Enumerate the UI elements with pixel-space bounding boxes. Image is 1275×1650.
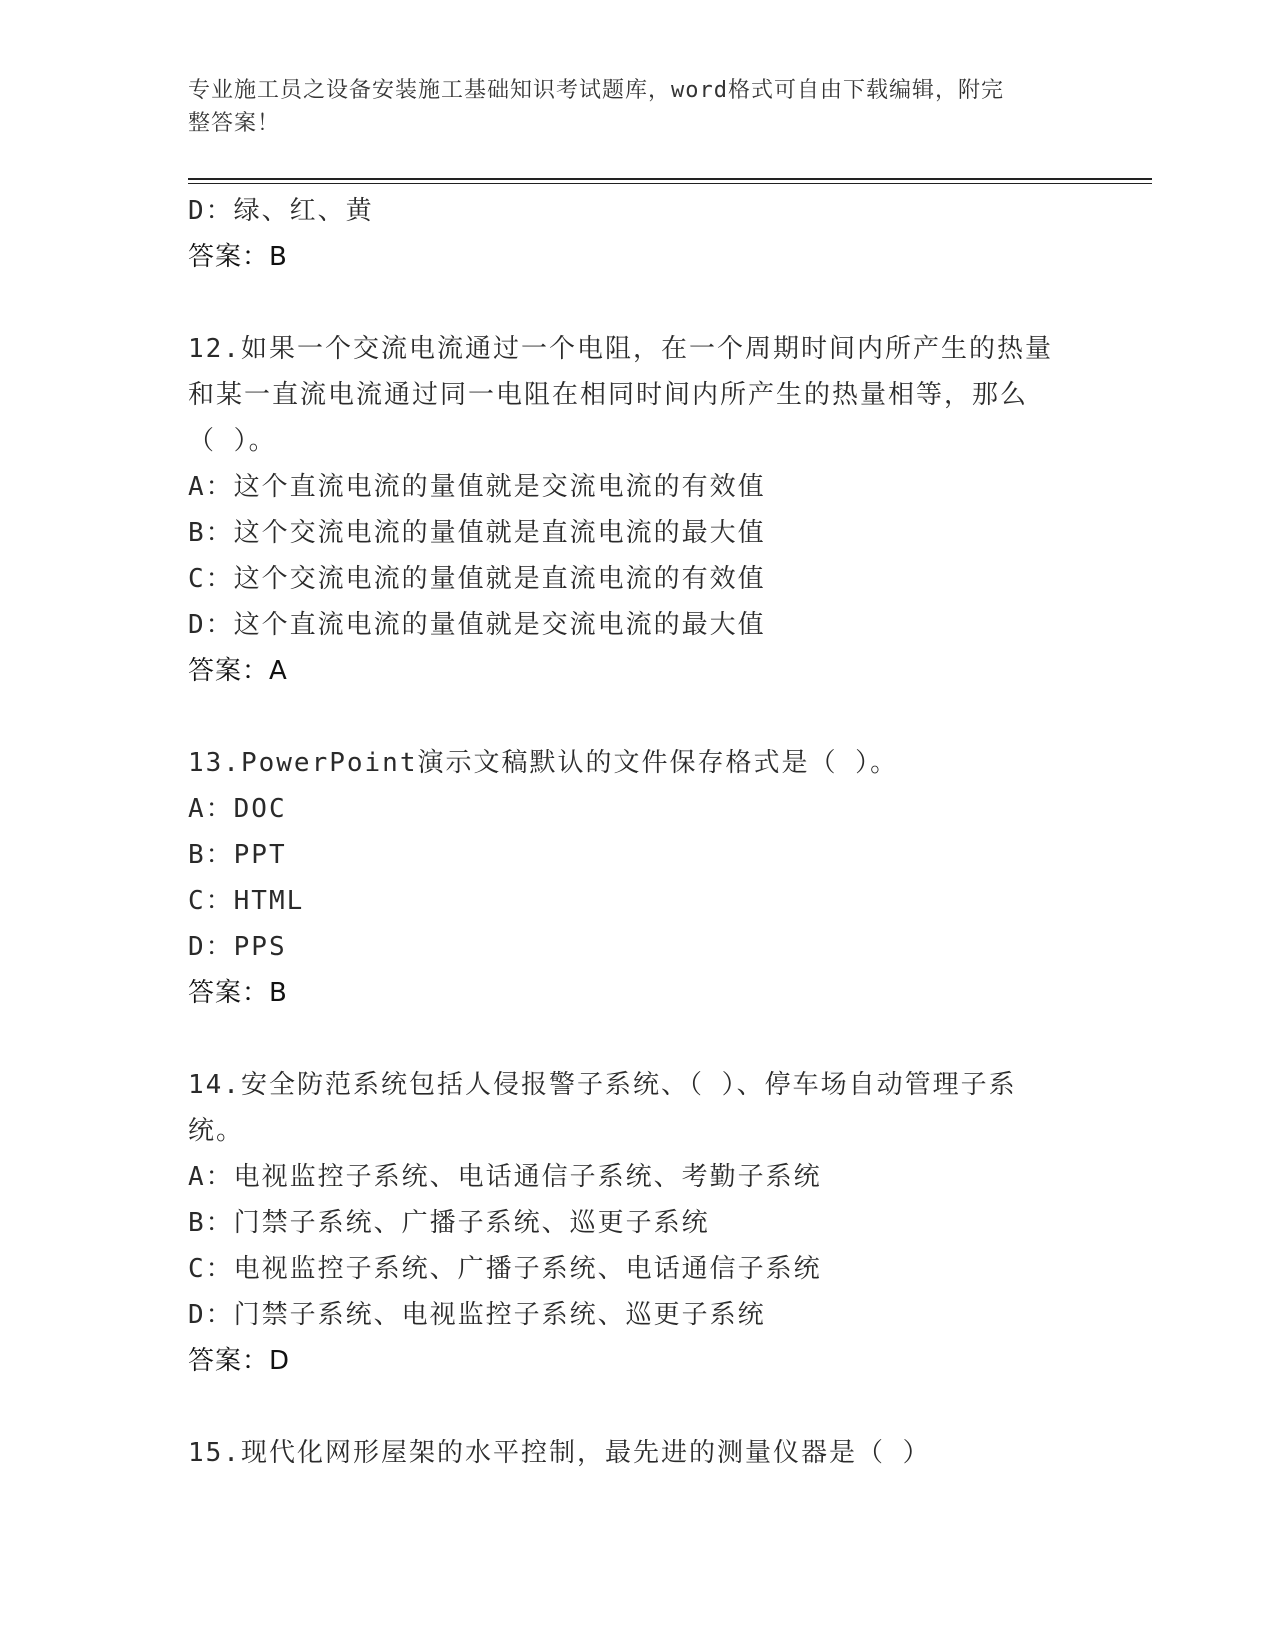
prev-option-d: D：绿、红、黄 (188, 196, 374, 226)
spacer (188, 280, 1088, 326)
spacer (188, 694, 1088, 740)
question-14-option-a: A：电视监控子系统、电话通信子系统、考勤子系统 (188, 1162, 822, 1192)
prev-answer: 答案：B (188, 242, 288, 272)
question-14-option-d: D：门禁子系统、电视监控子系统、巡更子系统 (188, 1300, 766, 1330)
header-line-1: 专业施工员之设备安装施工基础知识考试题库，word格式可自由下载编辑，附完 (188, 78, 1004, 103)
question-15 (188, 1430, 1088, 1476)
question-12-answer: 答案：A (188, 656, 288, 686)
question-12 (188, 326, 1088, 694)
header-line-2: 整答案！ (188, 111, 281, 136)
document-body (188, 188, 1088, 1476)
question-12-option-a: A：这个直流电流的量值就是交流电流的有效值 (188, 472, 766, 502)
header-divider-thick (188, 178, 1152, 180)
question-14-stem-line-2: 统。 (188, 1116, 245, 1146)
spacer (188, 1016, 1088, 1062)
question-13 (188, 740, 1088, 1016)
question-12-option-d: D：这个直流电流的量值就是交流电流的最大值 (188, 610, 766, 640)
question-15-stem-line-1: 15.现代化网形屋架的水平控制，最先进的测量仪器是（ ） (188, 1438, 931, 1468)
question-13-stem-line-1: 13.PowerPoint演示文稿默认的文件保存格式是（ ）。 (188, 748, 899, 778)
question-13-option-a: A：DOC (188, 794, 287, 824)
question-14-option-c: C：电视监控子系统、广播子系统、电话通信子系统 (188, 1254, 822, 1284)
question-13-option-d: D：PPS (188, 932, 287, 962)
header-divider-thin (188, 183, 1152, 184)
document-header (188, 74, 1068, 140)
question-12-stem-line-3: （ ）。 (188, 426, 277, 456)
question-12-stem-line-2: 和某一直流电流通过同一电阻在相同时间内所产生的热量相等，那么 (188, 380, 1029, 410)
question-12-option-c: C：这个交流电流的量值就是直流电流的有效值 (188, 564, 766, 594)
question-14-answer: 答案：D (188, 1346, 291, 1376)
question-13-answer: 答案：B (188, 978, 288, 1008)
question-13-option-c: C：HTML (188, 886, 305, 916)
question-14 (188, 1062, 1088, 1384)
question-14-option-b: B：门禁子系统、广播子系统、巡更子系统 (188, 1208, 710, 1238)
question-14-stem-line-1: 14.安全防范系统包括人侵报警子系统、（ ）、停车场自动管理子系 (188, 1070, 1017, 1100)
question-13-option-b: B：PPT (188, 840, 287, 870)
spacer (188, 1384, 1088, 1430)
question-12-option-b: B：这个交流电流的量值就是直流电流的最大值 (188, 518, 766, 548)
question-12-stem-line-1: 12.如果一个交流电流通过一个电阻，在一个周期时间内所产生的热量 (188, 334, 1053, 364)
